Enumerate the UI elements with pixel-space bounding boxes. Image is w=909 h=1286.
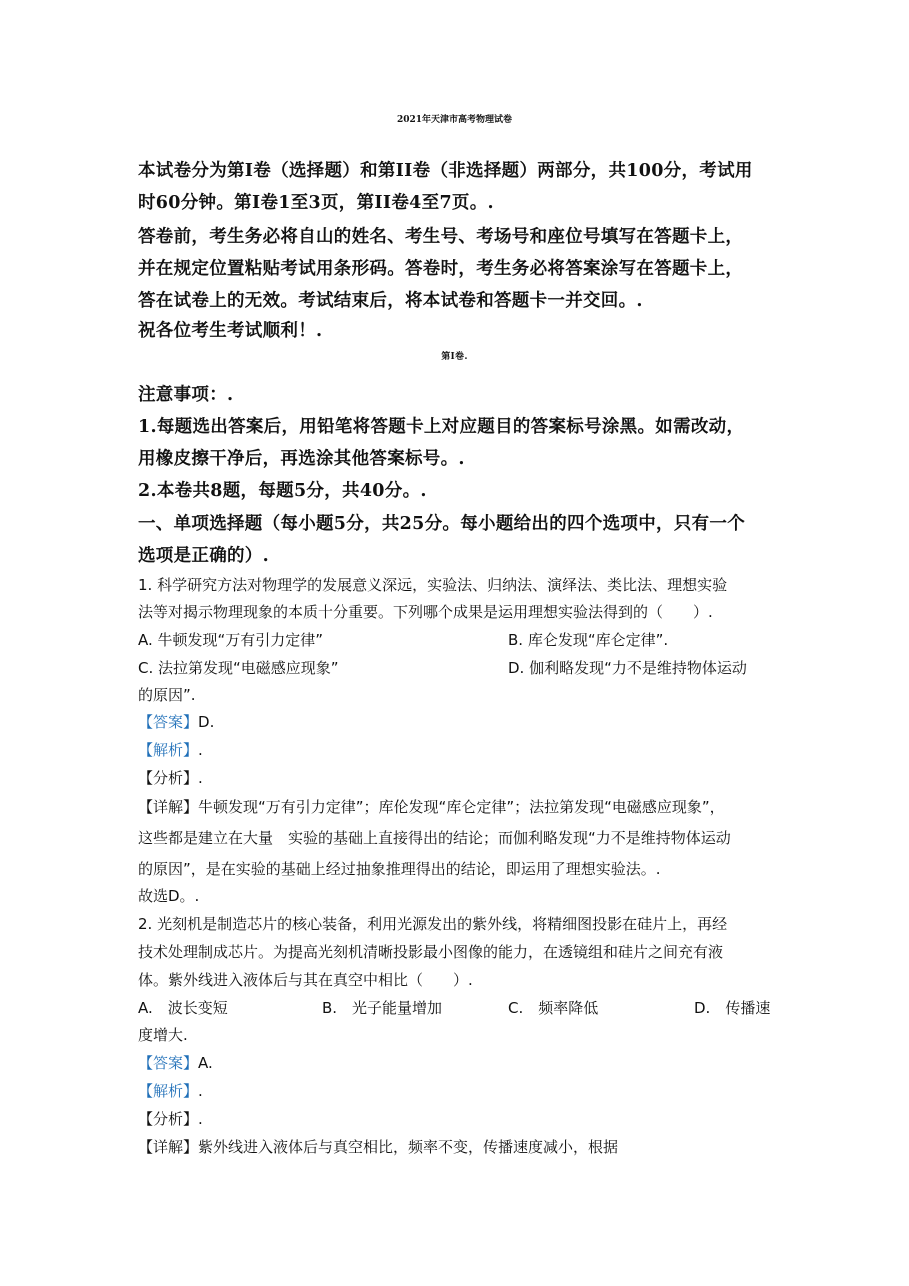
q1-detail: 【详解】牛顿发现“万有引力定律”；库伦发现“库仑定律”；法拉第发现“电磁感应现象”， xyxy=(138,798,725,816)
note-line: 用橡皮擦干净后，再选涂其他答案标号。. xyxy=(138,449,465,469)
q2-option-d-cont: 度增大. xyxy=(138,1026,188,1044)
q1-stem: 法等对揭示物理现象的本质十分重要。下列哪个成果是运用理想实验法得到的（ ）. xyxy=(138,603,713,621)
q1-option-d: D. 伽利略发现“力不是维持物体运动 xyxy=(508,659,747,677)
q1-stem: 1. 科学研究方法对物理学的发展意义深远，实验法、归纳法、演绎法、类比法、理想实验 xyxy=(138,576,728,594)
q2-stem: 2. 光刻机是制造芯片的核心装备，利用光源发出的紫外线，将精细图投影在硅片上，再经 xyxy=(138,915,728,933)
q2-option-c: C. 频率降低 xyxy=(508,999,599,1017)
page-title: 2021年天津市高考物理试卷 xyxy=(396,115,513,125)
answer-tag: 【答案】 xyxy=(138,713,199,731)
intro-line: 祝各位考生考试顺利！. xyxy=(138,321,323,341)
jiexi-tag: 【解析】 xyxy=(138,1082,199,1100)
intro-line: 时60分钟。第I卷1至3页，第II卷4至7页。. xyxy=(138,193,494,213)
section-title: 第I卷. xyxy=(441,352,468,362)
q1-conclusion: 故选D。. xyxy=(138,887,200,905)
intro-line: 并在规定位置粘贴考试用条形码。答卷时，考生务必将答案涂写在答题卡上， xyxy=(138,259,744,279)
note-line: 1.每题选出答案后，用铅笔将答题卡上对应题目的答案标号涂黑。如需改动， xyxy=(138,417,745,437)
q1-fenxi: 【分析】. xyxy=(138,769,203,787)
intro-line: 答在试卷上的无效。考试结束后，将本试卷和答题卡一并交回。. xyxy=(138,291,643,311)
q2-detail: 【详解】紫外线进入液体后与真空相比，频率不变，传播速度减小，根据 xyxy=(138,1138,619,1156)
q2-fenxi: 【分析】. xyxy=(138,1110,203,1128)
q1-detail: 这些都是建立在大量 实验的基础上直接得出的结论；而伽利略发现“力不是维持物体运动 xyxy=(138,829,731,847)
q2-stem: 体。紫外线进入液体后与其在真空中相比（ ）. xyxy=(138,971,473,989)
q1-jiexi xyxy=(138,739,203,760)
answer-tag: 【答案】 xyxy=(138,1054,199,1072)
jiexi-tail: . xyxy=(198,1082,203,1100)
intro-line: 本试卷分为第I卷（选择题）和第II卷（非选择题）两部分，共100分，考试用 xyxy=(138,161,753,181)
answer-value: A. xyxy=(198,1054,213,1072)
answer-value: D. xyxy=(198,713,215,731)
q2-stem: 技术处理制成芯片。为提高光刻机清晰投影最小图像的能力，在透镜组和硅片之间充有液 xyxy=(138,943,724,961)
part-heading: 一、单项选择题（每小题5分，共25分。每小题给出的四个选项中，只有一个 xyxy=(138,514,746,534)
notes-heading: 注意事项：. xyxy=(138,385,234,405)
q1-option-a: A. 牛顿发现“万有引力定律” xyxy=(138,631,324,649)
note-line: 2.本卷共8题，每题5分，共40分。. xyxy=(138,481,427,501)
part-heading: 选项是正确的）. xyxy=(138,546,269,566)
jiexi-tail: . xyxy=(198,741,203,759)
q2-option-a: A. 波长变短 xyxy=(138,999,228,1017)
intro-line: 答卷前，考生务必将自山的姓名、考生号、考场号和座位号填写在答题卡上， xyxy=(138,227,744,247)
q1-option-b: B. 库仑发现“库仑定律”. xyxy=(508,631,669,649)
q2-option-d: D. 传播速 xyxy=(694,999,771,1017)
q1-option-d-cont: 的原因”. xyxy=(138,686,196,704)
q1-detail: 的原因”，是在实验的基础上经过抽象推理得出的结论，即运用了理想实验法。. xyxy=(138,860,661,878)
jiexi-tag: 【解析】 xyxy=(138,741,199,759)
q2-jiexi xyxy=(138,1080,203,1101)
q1-answer xyxy=(138,711,214,732)
q2-option-b: B. 光子能量增加 xyxy=(322,999,443,1017)
q2-answer xyxy=(138,1052,213,1073)
q1-option-c: C. 法拉第发现“电磁感应现象” xyxy=(138,659,339,677)
